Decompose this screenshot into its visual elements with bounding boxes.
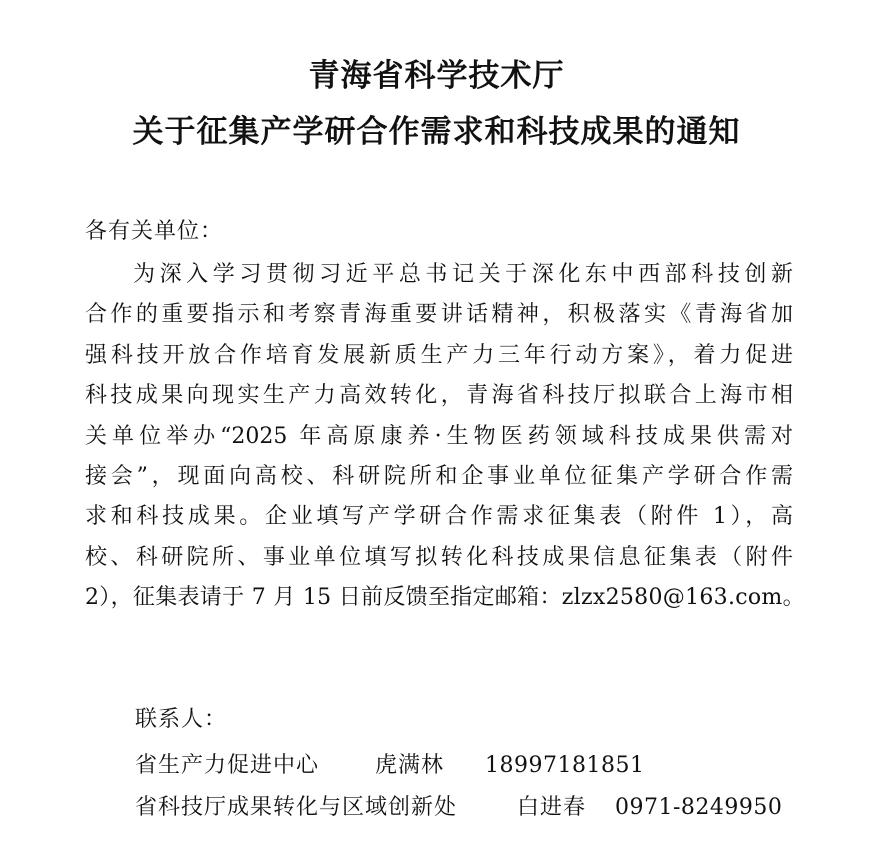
body-line: 合作的重要指示和考察青海重要讲话精神，积极落实《青海省加 xyxy=(85,302,793,328)
document-title-line-2: 关于征集产学研合作需求和科技成果的通知 xyxy=(132,114,741,150)
body-paragraph xyxy=(85,255,805,619)
contact-section xyxy=(135,700,782,830)
body-line: 科技成果向现实生产力高效转化，青海省科技厅拟联合上海市相 xyxy=(85,383,793,409)
contact-phone: 0971-8249950 xyxy=(615,795,783,820)
contact-org: 省生产力促进中心 xyxy=(135,753,320,778)
body-line: 求和科技成果。企业填写产学研合作需求征集表（附件 1），高 xyxy=(85,504,793,530)
contact-row xyxy=(135,746,782,788)
salutation: 各有关单位： xyxy=(85,219,224,244)
body-line: 接会”，现面向高校、科研院所和企事业单位征集产学研合作需 xyxy=(85,463,793,489)
document-title-line-1: 青海省科学技术厅 xyxy=(308,58,565,94)
body-line: 校、科研院所、事业单位填写拟转化科技成果信息征集表（附件 xyxy=(85,544,793,570)
contact-org: 省科技厅成果转化与区域创新处 xyxy=(135,795,458,820)
contact-name: 白进春 xyxy=(517,795,587,820)
body-line: 强科技开放合作培育发展新质生产力三年行动方案》，着力促进 xyxy=(85,342,793,368)
contact-phone: 18997181851 xyxy=(485,753,645,778)
body-line: 关单位举办“2025 年高原康养·生物医药领域科技成果供需对 xyxy=(85,423,793,449)
contact-row xyxy=(135,788,782,830)
body-line-email: 2），征集表请于 7 月 15 日前反馈至指定邮箱：zlzx2580@163.com。 xyxy=(85,585,805,611)
contact-name: 虎满林 xyxy=(375,753,445,778)
body-line: 为深入学习贯彻习近平总书记关于深化东中西部科技创新 xyxy=(133,262,793,287)
contact-label: 联系人： xyxy=(135,707,228,732)
